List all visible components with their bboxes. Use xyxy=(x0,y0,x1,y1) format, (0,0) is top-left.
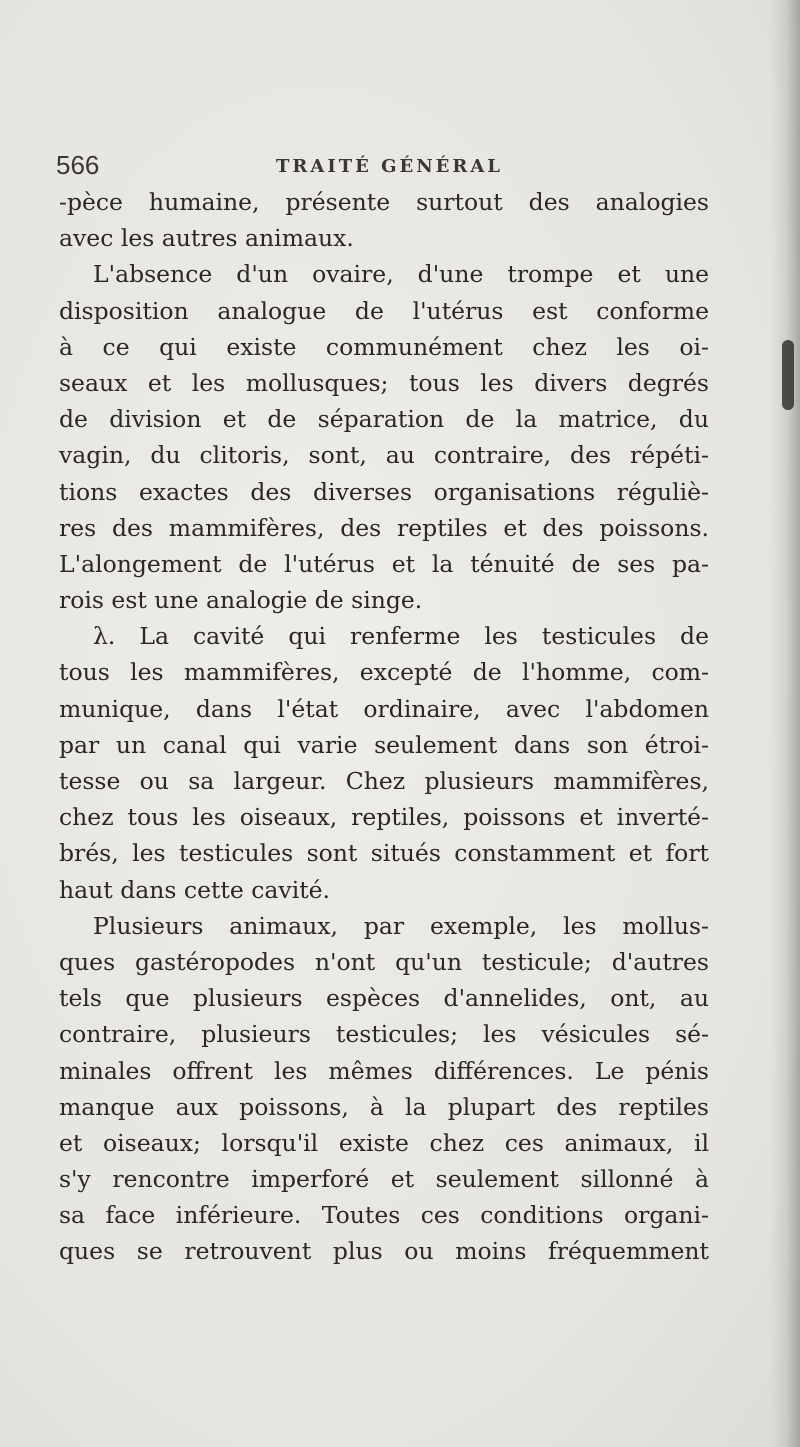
text-line: disposition analogue de l'utérus est conforme xyxy=(59,296,709,325)
text-line: vagin, du clitoris, sont, au contraire, des répéti- xyxy=(59,441,709,470)
text-line: tous les mammifères, excepté de l'homme, com- xyxy=(59,658,709,687)
binding-mark xyxy=(782,340,794,410)
text-line: Plusieurs animaux, par exemple, les mollus- xyxy=(93,911,709,940)
text-line: seaux et les mollusques; tous les divers degrés xyxy=(59,368,709,397)
page-number: 566 xyxy=(56,150,100,180)
text-line: s'y rencontre imperforé et seulement sillonné à xyxy=(59,1165,709,1194)
text-line: rois est une analogie de singe. xyxy=(59,586,423,615)
running-head: TRAITÉ GÉNÉRAL xyxy=(276,156,503,177)
text-line: brés, les testicules sont situés constamment et fort xyxy=(59,839,709,868)
text-line: chez tous les oiseaux, reptiles, poissons et inverté- xyxy=(59,803,709,832)
text-line: ques gastéropodes n'ont qu'un testicule; d'autres xyxy=(59,947,709,976)
text-line: munique, dans l'état ordinaire, avec l'abdomen xyxy=(59,694,709,723)
text-line: λ. La cavité qui renferme les testicules de xyxy=(93,622,709,651)
text-line: res des mammifères, des reptiles et des poissons. xyxy=(59,513,709,542)
text-line: L'absence d'un ovaire, d'une trompe et une xyxy=(93,260,709,289)
text-line: L'alongement de l'utérus et la ténuité de ses pa- xyxy=(59,549,709,578)
text-line: -pèce humaine, présente surtout des analogies xyxy=(59,188,709,216)
text-line: de division et de séparation de la matrice, du xyxy=(59,405,709,434)
text-line: avec les autres animaux. xyxy=(59,224,354,253)
text-line: ques se retrouvent plus ou moins fréquemment xyxy=(59,1237,709,1266)
body-text xyxy=(59,184,709,1270)
text-line: à ce qui existe communément chez les oi- xyxy=(59,332,709,361)
text-line: sa face inférieure. Toutes ces conditions organi- xyxy=(59,1201,709,1230)
text-line: tels que plusieurs espèces d'annelides, ont, au xyxy=(59,984,709,1013)
text-line: minales offrent les mêmes différences. Le pénis xyxy=(59,1056,709,1085)
text-line: et oiseaux; lorsqu'il existe chez ces animaux, il xyxy=(59,1128,709,1157)
page-edge-shadow xyxy=(770,0,800,1447)
text-line: contraire, plusieurs testicules; les vésicules sé- xyxy=(59,1020,709,1049)
text-line: tesse ou sa largeur. Chez plusieurs mammifères, xyxy=(59,767,709,795)
text-line: manque aux poissons, à la plupart des reptiles xyxy=(59,1092,709,1121)
text-line: haut dans cette cavité. xyxy=(59,875,331,904)
text-line: tions exactes des diverses organisations réguliè- xyxy=(59,477,709,506)
text-line: par un canal qui varie seulement dans son étroi- xyxy=(59,730,709,759)
